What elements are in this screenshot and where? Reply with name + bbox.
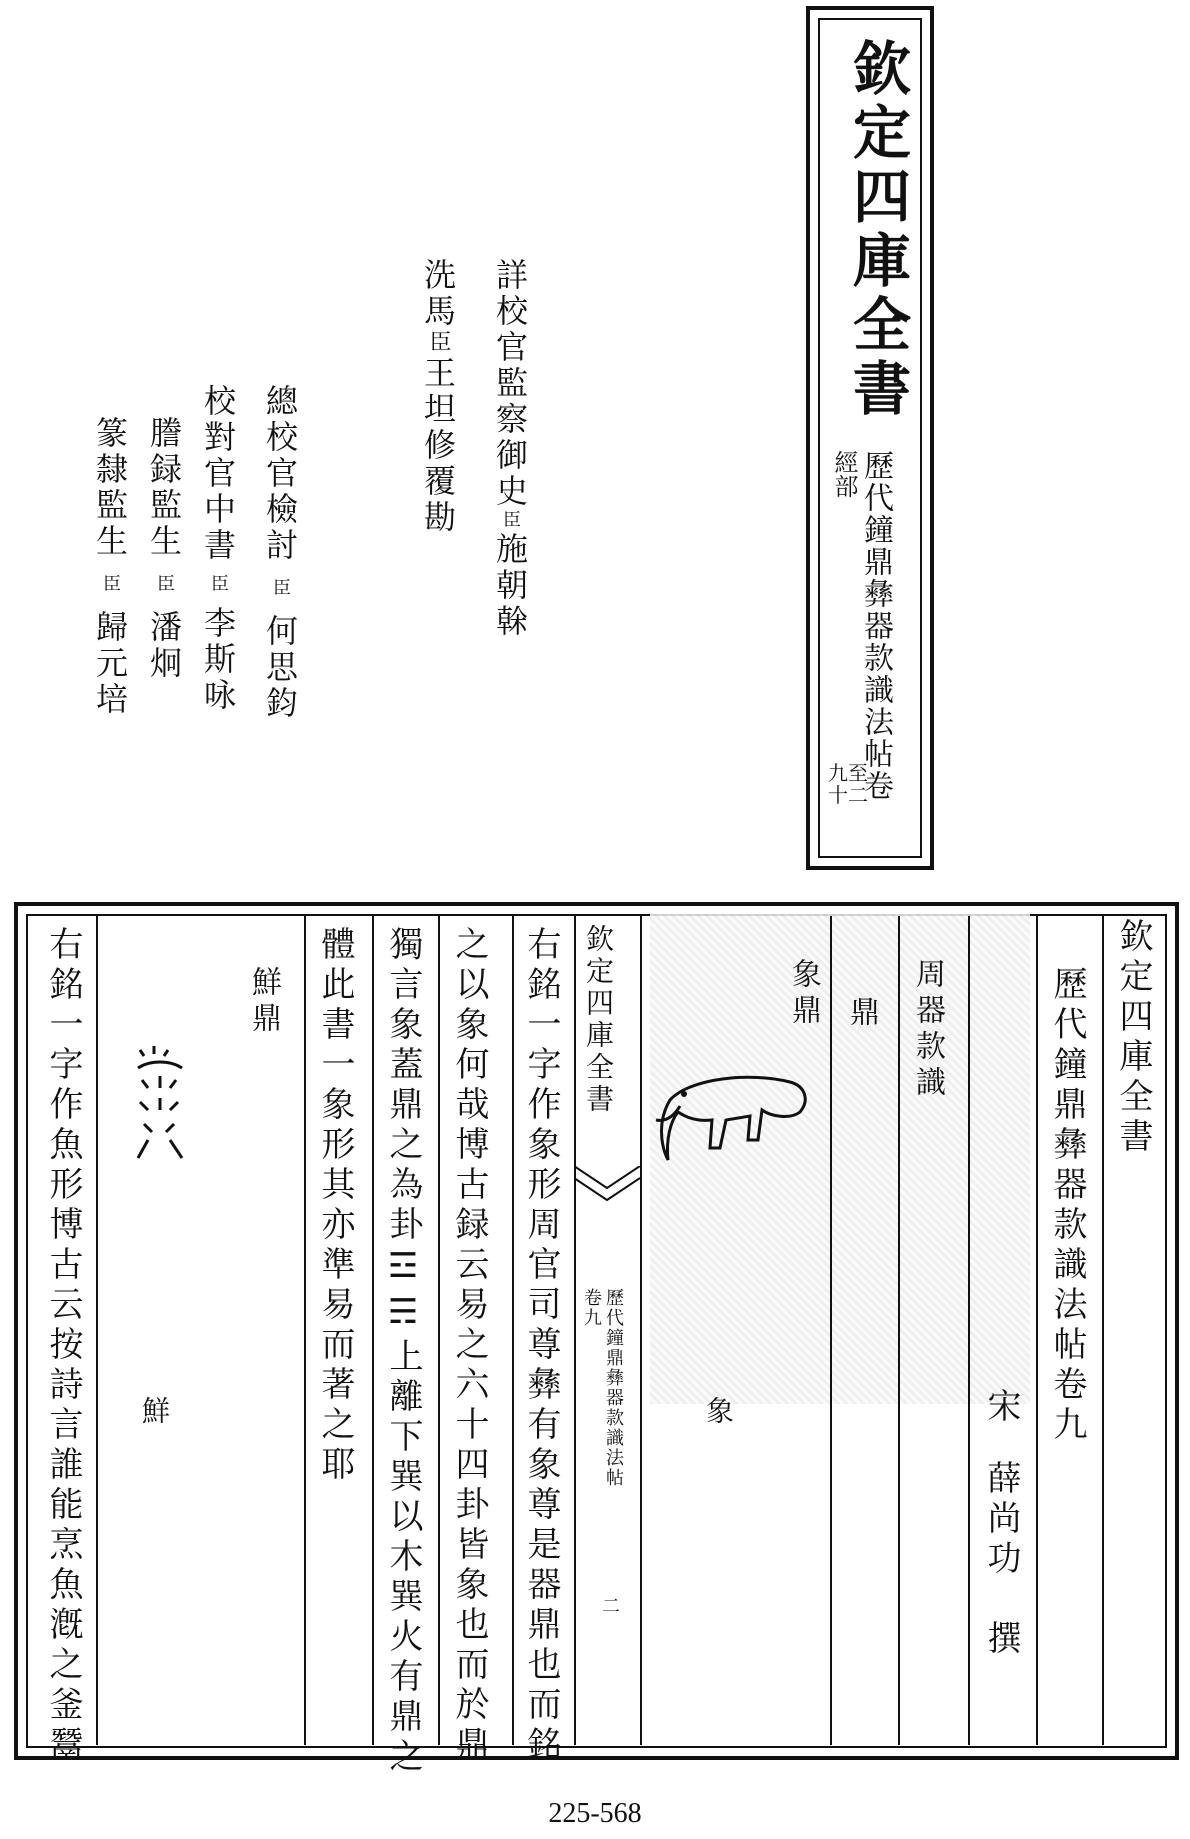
author-dynasty: 宋	[981, 1388, 1021, 1428]
volume-range-start: 九至	[828, 761, 868, 785]
column-rule	[512, 916, 514, 1745]
series-title: 欽定四庫全書	[843, 38, 911, 422]
vessel-title: 鮮鼎	[246, 966, 281, 1038]
column-rule	[898, 916, 900, 1745]
credit-name: 潘炯	[145, 610, 183, 682]
vessel-title: 象鼎	[786, 958, 821, 1030]
page-series-title: 欽定四庫全書	[1113, 918, 1153, 1158]
credit-role: 詳校官監察御史	[491, 258, 529, 510]
column-rule	[640, 916, 642, 1745]
inscription-transcription: 鮮	[138, 1396, 171, 1430]
credit-role: 總校官檢討	[261, 384, 299, 564]
credit-role: 校對官中書	[199, 384, 237, 564]
book-title: 歷代鐘鼎彝器款識法帖卷	[858, 450, 893, 802]
credit-role: 洗馬	[419, 258, 457, 330]
commentary-line: 體此書一象形其亦準易而著之耶	[315, 926, 355, 1486]
credit-seal-script-copyist	[91, 416, 129, 718]
credit-proofreader	[199, 384, 237, 714]
center-volume: 卷九	[581, 1288, 602, 1328]
column-rule	[830, 916, 832, 1745]
credit-role: 篆隸監生	[91, 416, 129, 560]
column-rule	[372, 916, 374, 1745]
column-rule	[968, 916, 970, 1745]
author-suffix: 撰	[981, 1620, 1021, 1660]
inscription-transcription: 象	[702, 1396, 735, 1430]
column-rule	[304, 916, 306, 1745]
commentary-line: 右銘一字作魚形博古云按詩言誰能烹魚漑之釜鬵	[43, 926, 83, 1766]
volume-range	[828, 762, 868, 806]
section-title: 鼎	[844, 996, 879, 1032]
author-name: 薛尚功	[981, 1460, 1021, 1580]
credit-mark: 臣	[208, 574, 229, 596]
category-title: 周器款識	[910, 958, 945, 1102]
credit-mark: 臣	[270, 578, 291, 600]
credit-copyist	[145, 416, 183, 682]
commentary-line: 獨言象蓋鼎之為卦☲☴上離下巽以木巽火有鼎之	[383, 926, 423, 1778]
credit-mark: 臣	[100, 574, 121, 596]
credit-chief-proofreader	[261, 384, 299, 722]
credit-name: 何思鈞	[261, 614, 299, 722]
credit-mark: 臣	[426, 330, 451, 356]
credit-name: 施朝榦	[491, 532, 529, 640]
page-book-title: 歷代鐘鼎彝器款識法帖卷九	[1047, 966, 1087, 1446]
volume-range-end: 十二	[828, 783, 868, 807]
credit-name: 李斯咏	[199, 606, 237, 714]
elephant-glyph	[640, 1060, 810, 1180]
credit-name: 王坦修覆勘	[419, 356, 457, 536]
title-label	[806, 6, 934, 870]
credit-reviewer	[419, 258, 457, 536]
credit-detailed-checker	[491, 258, 529, 640]
credit-name: 歸元培	[91, 610, 129, 718]
page-footer: 225-568	[548, 1798, 642, 1829]
credit-role: 謄録監生	[145, 416, 183, 560]
commentary-line: 之以象何哉博古録云易之六十四卦皆象也而於鼎	[449, 926, 489, 1766]
column-rule	[1102, 916, 1104, 1745]
center-series-title: 欽定四庫全書	[582, 924, 615, 1116]
column-rule	[96, 916, 98, 1745]
center-page-number: 二	[599, 1596, 620, 1616]
commentary-line: 右銘一字作象形周官司尊彝有象尊是器鼎也而銘	[521, 926, 561, 1766]
column-rule	[438, 916, 440, 1745]
column-rule	[574, 916, 576, 1745]
column-rule	[1036, 916, 1038, 1745]
fish-tail-mark	[574, 1166, 640, 1206]
credit-mark: 臣	[500, 510, 521, 532]
section-label: 經部	[830, 450, 858, 498]
fish-glyph	[130, 1040, 190, 1160]
credit-mark: 臣	[154, 574, 175, 596]
center-book-title: 歷代鐘鼎彝器款識法帖	[603, 1288, 624, 1488]
